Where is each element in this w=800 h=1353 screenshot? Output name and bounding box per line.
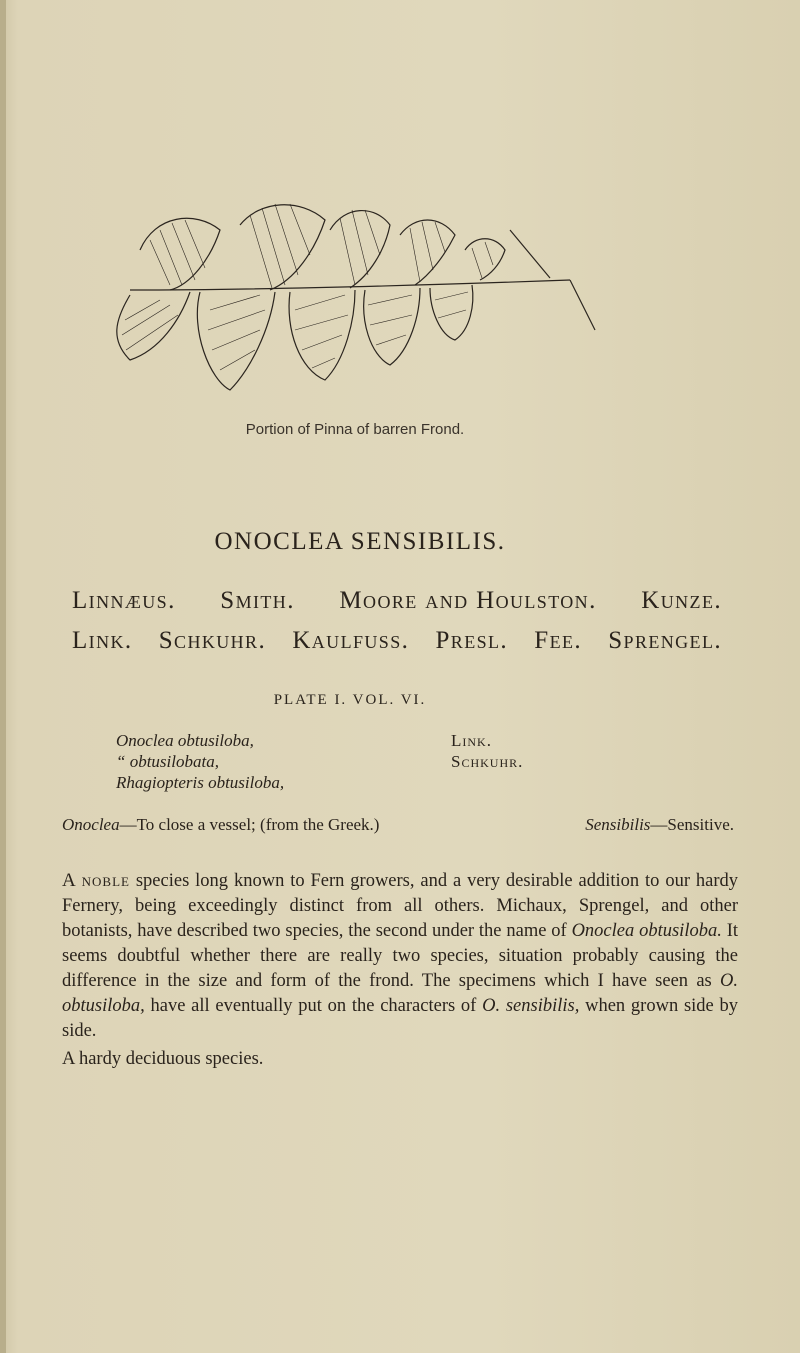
synonym-row	[116, 751, 676, 772]
plate-reference: PLATE I. VOL. VI.	[273, 692, 427, 708]
body-text: when grown side by side.	[62, 996, 738, 1041]
authority: Sprengel.	[608, 627, 722, 654]
body-text: have all eventually put on the characters of	[144, 996, 483, 1016]
authority: Moore and Houlston.	[339, 587, 597, 614]
authority: Kaulfuss.	[292, 627, 410, 654]
body-text: species long known to Fern growers, and a very desirable addition to our hardy Fernery, being exceedingly distinct from all others. Michaux, Sprengel, and other botanists, have described two species, the second under the name of	[62, 871, 738, 941]
body-italic: O. obtusiloba,	[62, 971, 738, 1016]
authority: Presl.	[435, 627, 509, 654]
page-edge	[0, 0, 6, 1353]
genus-etymology	[62, 815, 379, 835]
authority: Linnæus.	[72, 587, 176, 614]
first-word: noble	[81, 871, 130, 891]
species-meaning: —Sensitive.	[650, 815, 734, 834]
page-title: ONOCLEA SENSIBILIS.	[214, 528, 506, 555]
synonym-row	[116, 772, 676, 793]
description-paragraph	[62, 868, 738, 1044]
synonym-author: Schkuhr.	[451, 752, 524, 771]
etymology-line	[62, 815, 734, 835]
authority: Kunze.	[641, 587, 722, 614]
authority: Link.	[72, 627, 133, 654]
synonym-author: Link.	[451, 731, 492, 750]
genus-term: Onoclea	[62, 815, 120, 834]
figure-caption: Portion of Pinna of barren Frond.	[245, 421, 465, 438]
authority: Schkuhr.	[158, 627, 267, 654]
closing-line: A hardy deciduous species.	[62, 1049, 264, 1069]
genus-meaning: —To close a vessel; (from the Greek.)	[119, 815, 380, 834]
authority: Smith.	[220, 587, 295, 614]
authorities-line-2	[72, 627, 722, 655]
synonym-name: Onoclea obtusiloba,	[116, 731, 254, 750]
synonym-name: “ obtusilobata,	[116, 752, 219, 771]
authority: Fee.	[534, 627, 583, 654]
fern-pinna-illustration	[100, 190, 600, 400]
synonyms-list	[116, 730, 676, 793]
species-etymology	[585, 815, 734, 835]
synonym-row	[116, 730, 676, 751]
body-italic: Onoclea obtusiloba.	[571, 921, 722, 941]
initial-letter: A	[62, 870, 76, 891]
authorities-line-1	[72, 587, 722, 615]
synonym-name: Rhagiopteris obtusiloba,	[116, 773, 285, 792]
body-italic: O. sensibilis,	[482, 996, 580, 1016]
species-term: Sensibilis	[585, 815, 651, 834]
body-text: It seems doubtful whether there are really two species, situation probably causing the difference in the size and form of the frond. The specimens which I have seen as	[62, 921, 738, 991]
